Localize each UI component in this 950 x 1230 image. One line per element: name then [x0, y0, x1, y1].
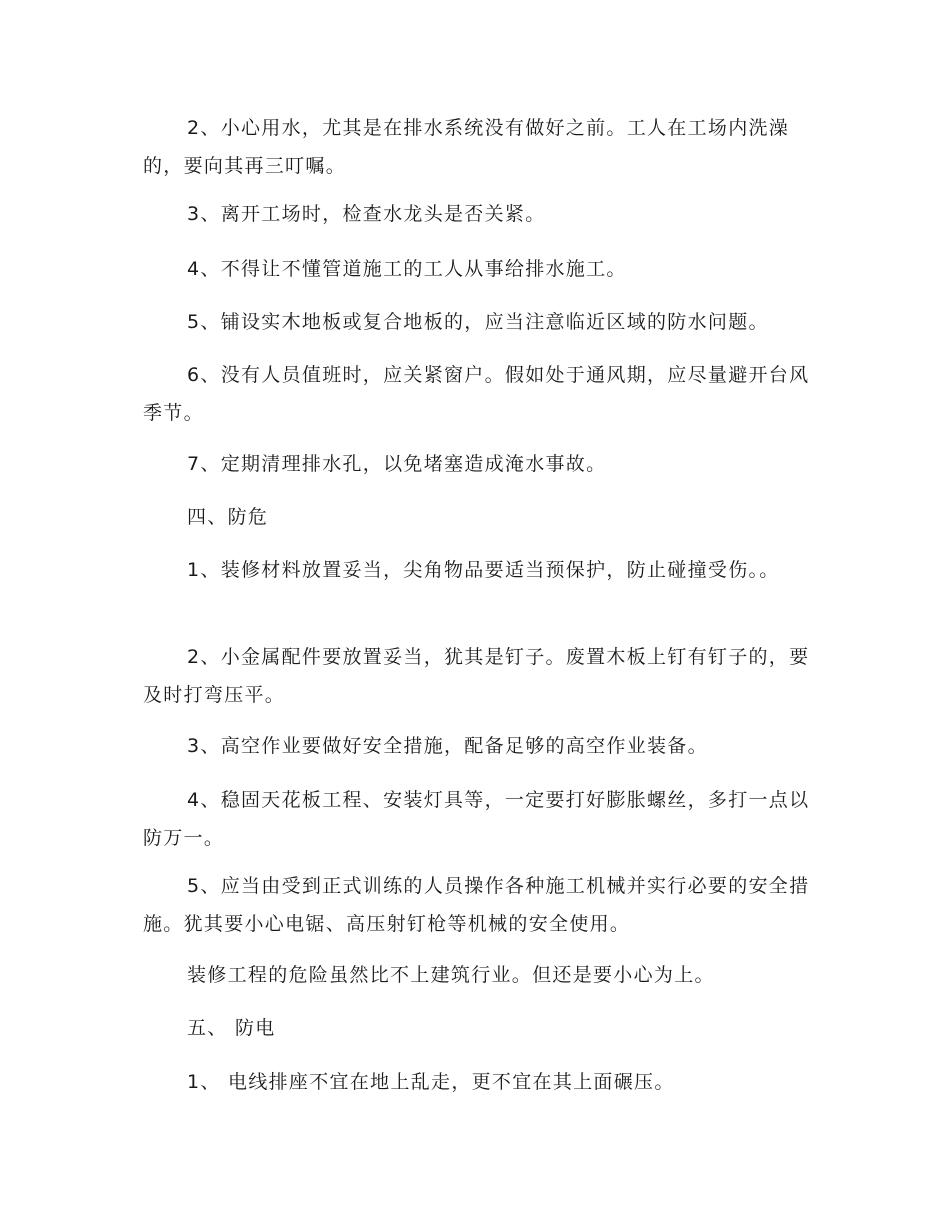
paragraph-danger-5: 5、应当由受到正式训练的人员操作各种施工机械并实行必要的安全措施。犹其要小心电锯、高压射钉枪等机械的安全使用。	[143, 875, 810, 935]
paragraph-water-5: 5、铺设实木地板或复合地板的，应当注意临近区域的防水问题。	[187, 311, 769, 333]
paragraph-water-2: 2、小心用水，尤其是在排水系统没有做好之前。工人在工场内洗澡的，要向其再三叮嘱。	[143, 117, 790, 177]
paragraph-water-7: 7、定期清理排水孔，以免堵塞造成淹水事故。	[187, 453, 607, 475]
paragraph-water-4: 4、不得让不懂管道施工的工人从事给排水施工。	[187, 258, 627, 280]
section-heading-5: 五、 防电	[187, 1017, 276, 1039]
paragraph-water-3: 3、离开工场时，检查水龙头是否关紧。	[187, 203, 546, 225]
paragraph-danger-4: 4、稳固天花板工程、安装灯具等，一定要打好膨胀螺丝，多打一点以防万一。	[143, 789, 810, 849]
paragraph-danger-3: 3、高空作业要做好安全措施，配备足够的高空作业装备。	[187, 735, 708, 757]
paragraph-danger-note: 装修工程的危险虽然比不上建筑行业。但还是要小心为上。	[187, 964, 715, 986]
paragraph-danger-1: 1、装修材料放置妥当，尖角物品要适当预保护，防止碰撞受伤。。	[187, 559, 780, 581]
section-heading-4: 四、防危	[187, 506, 269, 528]
paragraph-water-6: 6、没有人员值班时，应关紧窗户。假如处于通风期，应尽量避开台风季节。	[143, 364, 810, 424]
paragraph-danger-2: 2、小金属配件要放置妥当，犹其是钉子。废置木板上钉有钉子的，要及时打弯压平。	[143, 646, 810, 706]
paragraph-electric-1: 1、 电线排座不宜在地上乱走，更不宜在其上面碾压。	[187, 1071, 675, 1093]
